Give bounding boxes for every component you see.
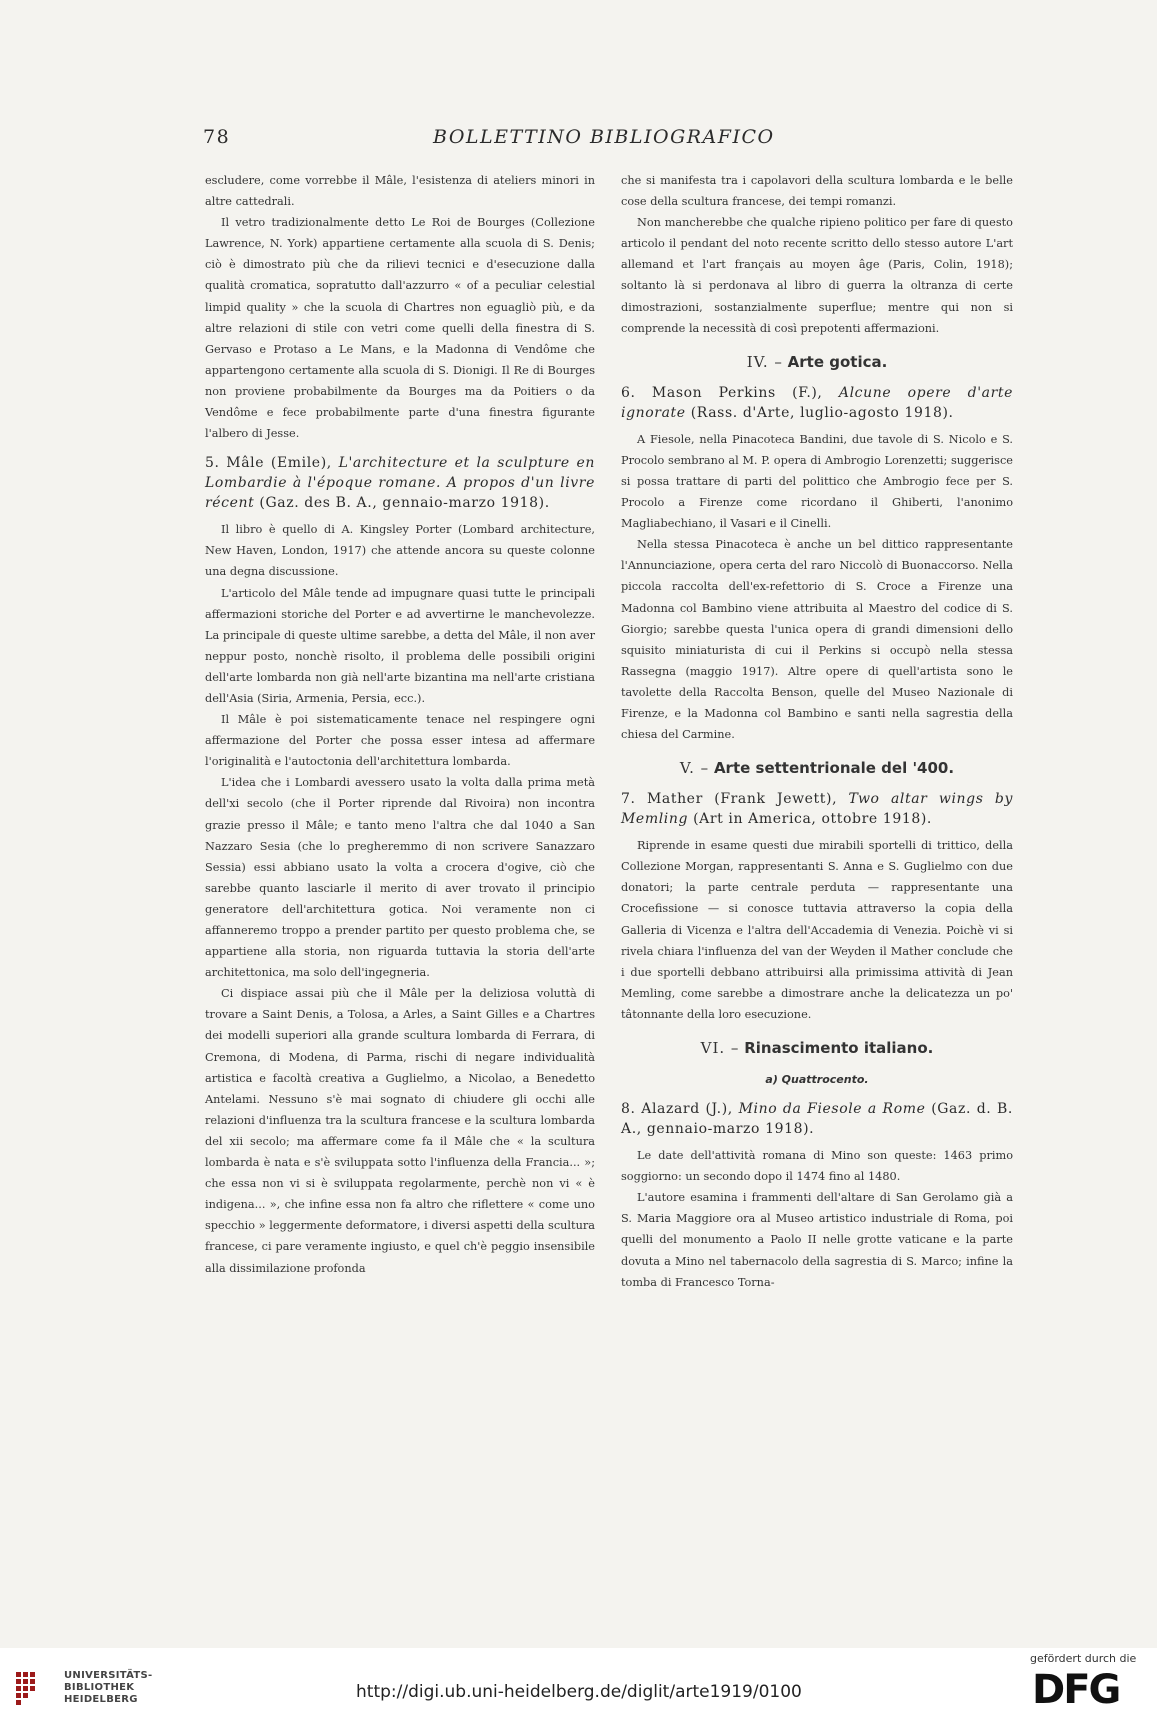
funded-by-label: gefördert durch die: [1030, 1652, 1137, 1665]
paragraph: Le date dell'attività romana di Mino son queste: 1463 primo soggiorno: un secondo dopo il 1474 fino al 1480.: [621, 1149, 1013, 1184]
entry-author: 5. Mâle (Emile),: [205, 455, 332, 472]
section-heading: V. – Arte settentrionale del '400.: [679, 759, 955, 778]
library-name: UNIVERSITÄTS- BIBLIOTHEK HEIDELBERG: [64, 1670, 153, 1705]
paragraph: Il vetro tradizionalmente detto Le Roi de Bourges (Collezione Lawrence, N. York) appartiene certamente alla scuola di S. Denis; ciò è dimostrato più che da rilievi tecnici e d'esecuzione dalla qualità cromatica, sopratutto dall'azzurro « of a peculiar celestial limpid quality » che la scuola di Chartres non eguagliò più, e da altre relazioni di stile con vetri come quelli della finestra di S. Gervaso e Protaso a Le Mans, e la Madonna di Vendôme che appartengono certamente alla scuola di S. Dionigi. Il Re di Bourges non proviene probabilmente da Bourges ma da Poitiers o da Vendôme e fece probabilmente parte d'una finestra figurante l'albero di Jesse.: [205, 216, 595, 441]
entry-source: (Rass. d'Arte, luglio-agosto 1918).: [690, 404, 954, 421]
entry-author: 6. Mason Perkins (F.),: [621, 384, 823, 401]
section-heading: IV. – Arte gotica.: [746, 352, 888, 371]
page-number: 78: [203, 126, 231, 148]
paragraph: Non mancherebbe che qualche ripieno politico per fare di questo articolo il pendant del noto recente scritto dello stesso autore L'art allemand et l'art français au moyen âge (Paris, Colin, 1918); soltanto là si perdonava al libro di guerra la oltranza di certe dimostrazioni, sostanzialmente superflue; mentre qui non si comprende la necessità di così prepotenti affermazioni.: [621, 216, 1013, 335]
dfg-logo-icon: DFG: [1032, 1667, 1120, 1713]
running-header: [203, 126, 793, 152]
journal-title: BOLLETTINO BIBLIOGRAFICO: [433, 126, 775, 148]
entry-title: Two altar wings by Memling: [621, 791, 1013, 828]
entry-title: Alcune opere d'arte ignorate: [621, 384, 1013, 421]
paragraph: Il Mâle è poi sistematicamente tenace nel respingere ogni affermazione del Porter che possa esser intesa ad affermare l'originalità e l'autoctonia dell'architettura lombarda.: [205, 713, 595, 769]
bibliographic-entry: [205, 453, 595, 513]
subsection-heading: a) Quattrocento.: [765, 1073, 869, 1086]
permalink-url[interactable]: http://digi.ub.uni-heidelberg.de/diglit/arte1919/0100: [356, 1682, 802, 1702]
entry-title: L'architecture et la sculpture en Lombardie à l'époque romane. A propos d'un livre récent: [205, 455, 595, 512]
bibliographic-entry: [621, 383, 1013, 423]
entry-title: Mino da Fiesole a Rome: [738, 1101, 926, 1118]
bibliographic-entry: [621, 789, 1013, 829]
paragraph: L'autore esamina i frammenti dell'altare di San Gerolamo già a S. Maria Maggiore ora al Museo artistico industriale di Roma, poi quelli del monumento a Paolo II nelle grotte vaticane e la parte dovuta a Mino nel tabernacolo della sagrestia di S. Marco; infine la tomba di Francesco Torna-: [621, 1191, 1013, 1289]
footer-bar: [0, 1648, 1157, 1726]
paragraph: escludere, come vorrebbe il Mâle, l'esistenza di ateliers minori in altre cattedrali.: [205, 174, 595, 209]
paragraph: Il libro è quello di A. Kingsley Porter (Lombard architecture, New Haven, London, 1917) che attende ancora su queste colonne una degna discussione.: [205, 523, 595, 579]
entry-author: 8. Alazard (J.),: [621, 1101, 733, 1118]
paragraph: L'idea che i Lombardi avessero usato la volta dalla prima metà dell'xi secolo (che il Porter riprende dal Rivoira) non incontra grazie presso il Mâle; e tanto meno l'altra che dal 1040 a San Nazzaro Sesia (che lo pregheremmo di non scrivere Sanazzaro Sessia) essi abbiano usato la volta a crocera d'ogive, ciò che sarebbe quanto lasciarle il merito di aver trovato il principio generatore dell'architettura gotica. Noi veramente non ci affanneremo troppo a prender partito per questo problema che, se appartiene alla storia, non riguarda tuttavia la storia dell'arte architettonica, ma solo dell'ingegneria.: [205, 776, 595, 980]
paragraph: che si manifesta tra i capolavori della scultura lombarda e le belle cose della scultura francese, dei tempi romanzi.: [621, 174, 1013, 209]
entry-source: (Gaz. des B. A., gennaio-marzo 1918).: [259, 495, 550, 512]
paragraph: A Fiesole, nella Pinacoteca Bandini, due tavole di S. Nicolo e S. Procolo sembrano al M. P. opera di Ambrogio Lorenzetti; suggerisce si possa trattare di parti del polittico che Ambrogio fece per S. Procolo a Firenze come ricordano il Ghiberti, l'anonimo Magliabechiano, il Vasari e il Cinelli.: [621, 432, 1013, 531]
bibliographic-entry: [621, 1099, 1013, 1139]
left-column: [205, 170, 595, 1279]
entry-source: (Art in America, ottobre 1918).: [693, 811, 932, 828]
entry-author: 7. Mather (Frank Jewett),: [621, 791, 838, 808]
paragraph: Riprende in esame questi due mirabili sportelli di trittico, della Collezione Morgan, rappresentanti S. Anna e S. Guglielmo con due donatori; la parte centrale perduta — rappresentante una Crocefissione — si conosce tuttavia attraverso la copia della Galleria di Vicenza e l'altra dell'Accademia di Venezia. Poichè vi si rivela chiara l'influenza del van der Weyden il Mather conclude che i due sportelli debbano attribuirsi alla primissima attività di Jean Memling, come sarebbe a dimostrare anche la delicatezza un po' tâtonnante della loro esecuzione.: [621, 839, 1013, 1021]
paragraph: Ci dispiace assai più che il Mâle per la deliziosa voluttà di trovare a Saint Denis, a Tolosa, a Arles, a Saint Gilles e a Chartres dei modelli superiori alla grande scultura lombarda di Ferrara, di Cremona, di Modena, di Parma, rischi di negare individualità artistica e facoltà creativa a Guglielmo, a Nicolao, a Benedetto Antelami. Nessuno s'è mai sognato di chiudere gli occhi alle relazioni d'influenza tra la scultura francese e la scultura lombarda del xii secolo; ma affermare come fa il Mâle che « la scultura lombarda è nata e s'è sviluppata sotto l'influenza della Francia... »; che essa non vi si è sviluppata regolarmente, perchè non vi « è indigena... », che infine essa non fa altro che riflettere « come uno specchio » leggermente deformatore, i diversi aspetti della scultura francese, ci pare veramente ingiusto, e quel ch'è peggio insensibile alla dissimilazione profonda: [205, 987, 595, 1275]
paragraph: Nella stessa Pinacoteca è anche un bel dittico rappresentante l'Annunciazione, opera certa del raro Niccolò di Buonaccorso. Nella piccola raccolta dell'ex-refettorio di S. Croce a Firenze una Madonna col Bambino viene attribuita al Maestro del codice di S. Giorgio; sarebbe questa l'unica opera di grandi dimensioni dello squisito miniaturista di cui il Perkins si occupò nella stessa Rassegna (maggio 1917). Altre opere di quell'artista sono le tavolette della Raccolta Benson, quelle del Museo Nazionale di Firenze, e la Madonna col Bambino e santi nella sagrestia della chiesa del Carmine.: [621, 538, 1013, 742]
section-heading: VI. – Rinascimento italiano.: [700, 1039, 934, 1057]
right-column: [621, 170, 1013, 1293]
university-library-logo-icon: [14, 1670, 58, 1710]
paragraph: L'articolo del Mâle tende ad impugnare quasi tutte le principali affermazioni storiche del Porter e ad avvertirne le manchevolezze. La principale di queste ultime sarebbe, a detta del Mâle, il non aver neppur posto, nonchè risolto, il problema delle possibili origini dell'arte lombarda non già nell'arte bizantina ma nell'arte cristiana dell'Asia (Siria, Armenia, Persia, ecc.).: [205, 586, 595, 705]
entry-source: (Gaz. d. B. A., gennaio-marzo 1918).: [621, 1101, 1013, 1138]
